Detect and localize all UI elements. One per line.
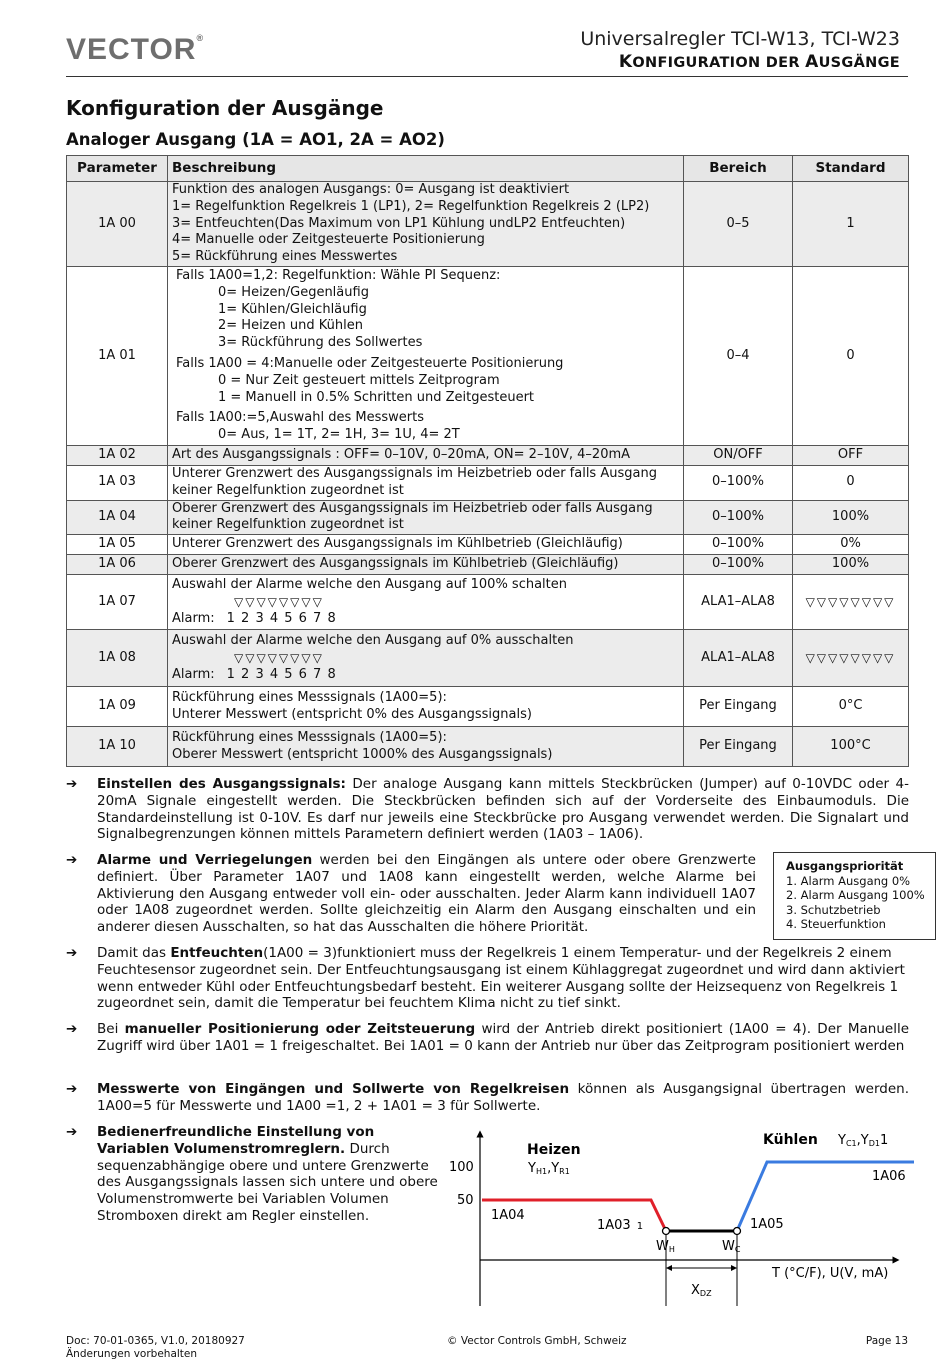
page-heading: Konfiguration der Ausgänge — [66, 96, 384, 120]
range-cell: 0–4 — [684, 266, 793, 445]
param-cell: 1A 07 — [67, 575, 168, 630]
desc-line: 1= Kühlen/Gleichläufig — [218, 301, 367, 317]
description-cell — [168, 182, 684, 267]
param-cell: 1A 02 — [67, 445, 168, 465]
desc-line: Auswahl der Alarme welche den Ausgang auf 0% ausschalten — [172, 632, 574, 648]
label-yh1-yr1: YH1,YR1 — [528, 1161, 570, 1176]
alarm-line — [172, 667, 679, 684]
x-axis-label: T (°C/F), U(V, mA) — [772, 1266, 889, 1281]
range-cell: ALA1–ALA8 — [684, 575, 793, 630]
label-xdz: XDZ — [691, 1283, 712, 1298]
arrow-icon: ➔ — [66, 776, 78, 792]
bullet-measured-values — [66, 1081, 909, 1115]
range-cell: 0–100% — [684, 535, 793, 555]
desc-line: Unterer Grenzwert des Ausgangssignals im Heizbetrieb oder falls Ausgang — [172, 465, 657, 481]
desc-line: Funktion des analogen Ausgangs: 0= Ausgang ist deaktiviert — [172, 182, 570, 197]
param-cell: 1A 09 — [67, 687, 168, 727]
desc-line: 4= Manuelle oder Zeitgesteuerte Positionierung — [172, 232, 485, 248]
default-cell: 100% — [793, 500, 909, 535]
param-cell: 1A 03 — [67, 465, 168, 500]
default-cell: 0 — [793, 465, 909, 500]
desc-line: 0= Aus, 1= 1T, 2= 1H, 3= 1U, 4= 2T — [218, 427, 460, 443]
footer-doc — [66, 1335, 245, 1361]
desc-line: Rückführung eines Messsignals (1A00=5): — [172, 689, 447, 705]
bullet-text: Damit das Entfeuchten(1A00 = 3)funktioniert muss der Regelkreis 1 einem Temperatur- und der Regelkreis 2 einem Feuchtesensor zugeordnet sein. Der Entfeuchtungsausgang ist einem Kühlaggregat zugeordnet und wird dann aktiviert wenn entweder Kühl oder Entfeuchtungsbedarf besteht. Ein weiterer Ausgang sollte der Heizsequenz von Regelkreis 1 zugeordnet sein, damit die Temperatur bei feuchtem Klima nicht zu tief sinkt. — [97, 945, 905, 1012]
description-cell — [168, 575, 684, 630]
param-cell: 1A 00 — [67, 182, 168, 267]
alarm-numbers: 1 2 3 4 5 6 7 8 — [226, 666, 337, 682]
section-title: KONFIGURATION DER AUSGÄNGE — [618, 52, 900, 72]
wc-point — [734, 1228, 741, 1235]
desc-line: Oberer Messwert (entspricht 1000% des Ausgangssignals) — [172, 746, 553, 762]
y-tick-100: 100 — [449, 1160, 474, 1175]
table-row — [67, 727, 909, 767]
default-cell: ▽▽▽▽▽▽▽▽ — [793, 630, 909, 687]
table-header-row — [67, 156, 909, 182]
table-row — [67, 182, 909, 267]
bullet-text: Messwerte von Eingängen und Sollwerte von Regelkreisen können als Ausgangsignal übertragen werden. 1A00=5 für Messwerte und 1A00 =1, 2 + 1A01 = 3 für Sollwerte. — [97, 1081, 909, 1114]
label-1a04: 1A04 — [491, 1208, 525, 1223]
changes-note: Änderungen vorbehalten — [66, 1348, 198, 1360]
param-cell: 1A 05 — [67, 535, 168, 555]
arrow-icon: ➔ — [66, 852, 78, 868]
description-cell: Unterer Grenzwert des Ausgangssignals im Kühlbetrieb (Gleichläufig) — [168, 535, 684, 555]
table-heading: Analoger Ausgang (1A = AO1, 2A = AO2) — [66, 130, 445, 149]
param-cell: 1A 08 — [67, 630, 168, 687]
default-cell: OFF — [793, 445, 909, 465]
param-cell: 1A 04 — [67, 500, 168, 535]
arrow-icon: ➔ — [66, 1081, 78, 1097]
range-cell: 0–100% — [684, 465, 793, 500]
param-cell: 1A 06 — [67, 555, 168, 575]
range-cell: 0–100% — [684, 500, 793, 535]
bullet-text: Alarme und Verriegelungen werden bei den Eingängen als untere oder obere Grenzwerte definiert. Über Parameter 1A07 und 1A08 kann eingestellt werden, welche Alarme bei Aktivierung den Ausgang entweder voll ein- oder ausschalten. Jeder Alarm kann individuell 1A07 oder 1A08 zugeordnet werden. Sollte gleichzeitig ein Alarm den Ausgang einschalten und ein anderer diesen Ausschalten, so hat das Ausschalten die höhere Priorität. — [97, 852, 756, 936]
label-1a05: 1A05 — [750, 1217, 784, 1232]
description-cell — [168, 465, 684, 500]
priority-title: Ausgangspriorität — [786, 859, 904, 873]
desc-line: 0 = Nur Zeit gesteuert mittels Zeitprogram — [218, 372, 500, 388]
description-cell: Art des Ausgangssignals : OFF= 0–10V, 0–20mA, ON= 2–10V, 4–20mA — [168, 445, 684, 465]
document-title: Universalregler TCI-W13, TCI-W23 — [580, 28, 900, 50]
table-row — [67, 555, 909, 575]
description-cell — [168, 630, 684, 687]
col-header-range: Bereich — [684, 156, 793, 182]
table-row — [67, 687, 909, 727]
table-row — [67, 535, 909, 555]
default-cell: 1 — [793, 182, 909, 267]
table-row — [67, 575, 909, 630]
desc-line: Oberer Grenzwert des Ausgangssignals im Heizbetrieb oder falls Ausgang — [172, 500, 653, 516]
desc-line: keiner Regelfunktion zugeordnet ist — [172, 517, 404, 533]
desc-line: Falls 1A00 = 4:Manuelle oder Zeitgesteuerte Positionierung — [176, 355, 564, 371]
arrow-icon: ➔ — [66, 945, 78, 961]
bullet-alarms — [66, 852, 756, 936]
footer-page-number: Page 13 — [865, 1335, 908, 1347]
table-row — [67, 500, 909, 535]
alarm-triangles: ▽▽▽▽▽▽▽▽ — [234, 594, 324, 609]
default-cell: 0°C — [793, 687, 909, 727]
bullet-manual-positioning — [66, 1021, 909, 1055]
desc-line: 1= Regelfunktion Regelkreis 1 (LP1), 2= Regelfunktion Regelkreis 2 (LP2) — [172, 198, 650, 214]
default-cell: ▽▽▽▽▽▽▽▽ — [793, 575, 909, 630]
default-cell: 100% — [793, 555, 909, 575]
label-yc1-yd1: YC1,YD11 — [838, 1133, 889, 1148]
bullet-output-signal — [66, 776, 909, 843]
table-row — [67, 266, 909, 445]
arrow-icon: ➔ — [66, 1021, 78, 1037]
desc-line: Falls 1A00:=5,Auswahl des Messwerts — [176, 410, 425, 426]
description-cell — [168, 727, 684, 767]
description-cell — [168, 687, 684, 727]
alarm-numbers: 1 2 3 4 5 6 7 8 — [226, 610, 337, 626]
col-header-parameter: Parameter — [67, 156, 168, 182]
param-cell: 1A 01 — [67, 266, 168, 445]
priority-item: 1. Alarm Ausgang 0% — [786, 873, 911, 888]
desc-line: 0= Heizen/Gegenläufig — [218, 284, 369, 300]
desc-line: Auswahl der Alarme welche den Ausgang auf 100% schalten — [172, 576, 568, 592]
description-cell — [168, 266, 684, 445]
arrow-icon: ➔ — [66, 1124, 78, 1140]
desc-line: keiner Regelfunktion zugeordnet ist — [172, 482, 404, 498]
desc-line: 1 = Manuell in 0.5% Schritten und Zeitgesteuert — [218, 389, 535, 405]
label-wh: WH — [656, 1239, 675, 1254]
desc-line: Falls 1A00=1,2: Regelfunktion: Wähle PI Sequenz: — [176, 268, 501, 283]
alarm-triangles: ▽▽▽▽▽▽▽▽ — [234, 650, 324, 665]
range-cell: 0–100% — [684, 555, 793, 575]
footer-copyright: © Vector Controls GmbH, Schweiz — [447, 1335, 627, 1347]
default-cell: 0 — [793, 266, 909, 445]
vector-logo: VECTOR® — [66, 33, 205, 66]
desc-line: 5= Rückführung eines Messwertes — [172, 249, 398, 265]
desc-line: 3= Rückführung des Sollwertes — [218, 335, 423, 351]
desc-line: Unterer Messwert (entspricht 0% des Ausgangssignals) — [172, 706, 532, 722]
output-priority-box — [773, 852, 936, 940]
parameter-table — [66, 155, 909, 767]
description-cell: Oberer Grenzwert des Ausgangssignals im Kühlbetrieb (Gleichläufig) — [168, 555, 684, 575]
bullet-text: Einstellen des Ausgangssignals: Der analoge Ausgang kann mittels Steckbrücken (Jumper) auf 0-10VDC oder 4-20mA Signale eingestellt werden. Die Steckbrücken befinden sich auf der Vorderseite des Einbaumoduls. Die Standardeinstellung ist 0-10V. Es darf nur jeweils eine Steckbrücke pro Ausgang verwendet werden. Die Signalart und Signalbegrenzungen können mittels Parametern definiert werden (1A03 – 1A06). — [97, 776, 909, 843]
header-divider — [66, 76, 908, 77]
sequence-diagram — [440, 1124, 920, 1314]
range-cell: Per Eingang — [684, 687, 793, 727]
range-cell: ON/OFF — [684, 445, 793, 465]
bullet-volume-flow — [66, 1124, 438, 1225]
y-tick-50: 50 — [457, 1193, 474, 1208]
bullet-text: Bedienerfreundliche Einstellung von Variablen Volumenstromreglern. Durch sequenzabhängige obere und untere Grenzwerte des Ausgangssignals lassen sich untere und obere Volumenstromwerte bei Variablen Volumen Stromboxen direkt am Regler einstellen. — [97, 1124, 438, 1224]
doc-number: Doc: 70-01-0365, V1.0, 20180927 — [66, 1335, 245, 1347]
range-cell: ALA1–ALA8 — [684, 630, 793, 687]
priority-item: 3. Schutzbetrieb — [786, 902, 881, 917]
range-cell: 0–5 — [684, 182, 793, 267]
default-cell: 0% — [793, 535, 909, 555]
alarm-line — [172, 611, 679, 628]
bullet-dehumidify — [66, 945, 909, 1012]
param-cell: 1A 10 — [67, 727, 168, 767]
priority-item: 4. Steuerfunktion — [786, 917, 886, 931]
desc-line: Rückführung eines Messsignals (1A00=5): — [172, 729, 447, 745]
table-row — [67, 630, 909, 687]
alarm-label: Alarm: — [172, 666, 215, 682]
heating-label: Heizen — [527, 1142, 581, 1158]
label-wc: WC — [722, 1239, 741, 1254]
desc-line: 3= Entfeuchten(Das Maximum von LP1 Kühlung undLP2 Entfeuchten) — [172, 215, 626, 231]
alarm-label: Alarm: — [172, 610, 215, 626]
label-1a06: 1A06 — [872, 1169, 906, 1184]
cooling-label: Kühlen — [763, 1132, 818, 1148]
wh-point — [663, 1228, 670, 1235]
table-row — [67, 445, 909, 465]
priority-item: 2. Alarm Ausgang 100% — [786, 888, 925, 902]
col-header-description: Beschreibung — [168, 156, 684, 182]
default-cell: 100°C — [793, 727, 909, 767]
description-cell — [168, 500, 684, 535]
col-header-default: Standard — [793, 156, 909, 182]
label-1a03: 1A03 1 — [597, 1218, 644, 1233]
table-row — [67, 465, 909, 500]
range-cell: Per Eingang — [684, 727, 793, 767]
desc-line: 2= Heizen und Kühlen — [218, 318, 363, 334]
bullet-text: Bei manueller Positionierung oder Zeitsteuerung wird der Antrieb direkt positioniert (1A00 = 4). Der Manuelle Zugriff wird über 1A01 = 1 freigeschaltet. Bei 1A01 = 0 kann der Antrieb nur über das Zeitprogram positioniert werden — [97, 1021, 910, 1054]
